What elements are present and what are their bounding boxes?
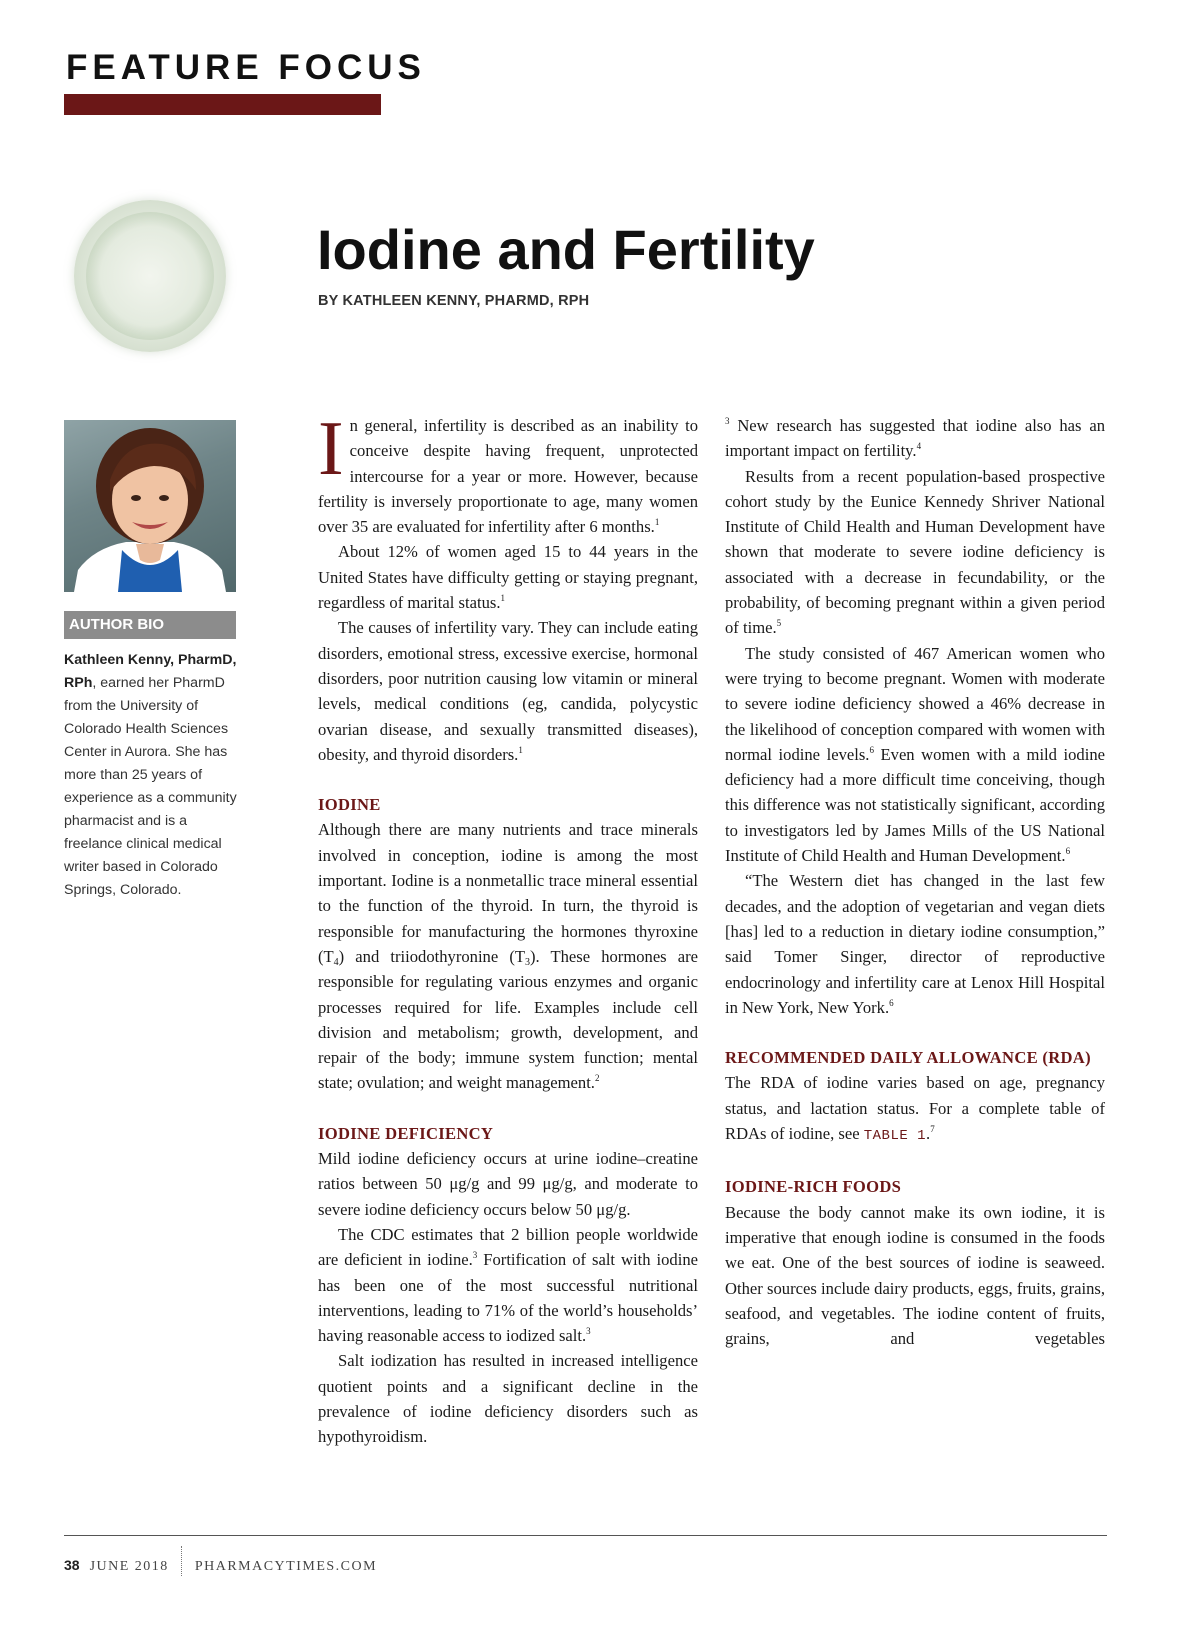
paragraph: Because the body cannot make its own iodine, it is imperative that enough iodine is consumed in the foods we eat. One of the best sources of iodine is seaweed. Other sources include dairy products, eggs, fruits, grains, seafood, and vegetables. The iodine content of fruits, grains, and vegetables <box>725 1202 1105 1349</box>
section-bar <box>64 94 381 115</box>
author-bio-label: AUTHOR BIO <box>64 611 236 639</box>
paragraph: The causes of infertility vary. They can include eating disorders, emotional stress, excessive exercise, hormonal disorders, poor nutrition causing low vitamin or mineral levels, medical conditions (eg, candida, polycystic ovarian disease, and sexually transmitted diseases), obesity, and thyroid disorders.$^1$ <box>318 618 698 764</box>
drop-cap: I <box>318 405 344 491</box>
issue-date: JUNE 2018 <box>89 1559 169 1575</box>
article-byline: BY KATHLEEN KENNY, PHARMD, RPH <box>318 293 590 309</box>
section-label: FEATURE FOCUS <box>66 48 426 87</box>
section-heading-rda: RECOMMENDED DAILY ALLOWANCE (RDA) <box>725 1048 1091 1068</box>
paragraph: “The Western diet has changed in the last few decades, and the adoption of vegetarian and vegan diets [has] led to a reduction in dietary iodine consumption,” said Tomer Singer, director of reproductive endocrinology and infertility care at Lenox Hill Hospital in New York, New York.$^6$ <box>725 871 1105 1017</box>
paragraph: Although there are many nutrients and trace minerals involved in conception, iodine is among the most important. Iodine is a nonmetallic trace mineral essential to the function of the thyroid. In turn, the thyroid is responsible for manufacturing the hormones thyroxine $(T_4)$ and triiodothyronine $(T_3)$. These hormones are responsible for regulating various enzymes and organic processes required for life. Examples include cell division and metabolism; growth, development, and repair of the body; immune system function; mental state; ovulation; and weight management.$^2$ <box>318 820 698 1093</box>
paragraph: Results from a recent population-based prospective cohort study by the Eunice Kennedy Shriver National Institute of Child Health and Human Development have shown that moderate to severe iodine deficiency is associated with a decrease in fecundability, or the probability, of becoming pregnant within a given period of time.$^5$ <box>725 466 1105 638</box>
section-heading-iodine-rich-foods: IODINE-RICH FOODS <box>725 1177 902 1197</box>
paragraph: The CDC estimates that 2 billion people worldwide are deficient in iodine.$^3$ Fortification of salt with iodine has been one of the most successful nutritional interventions, leading to 71% of the world’s households’ having reasonable access to iodized salt.$^3$ <box>318 1224 698 1346</box>
paragraph: Salt iodization has resulted in increased intelligence quotient points and a significant decline in the prevalence of iodine deficiency disorders such as hypothyroidism. <box>318 1351 698 1447</box>
paragraph: The RDA of iodine varies based on age, pregnancy status, and lactation status. For a complete table of RDAs of iodine, see TABLE 1.$^7$ <box>725 1073 1105 1145</box>
table-1-reference[interactable]: TABLE 1 <box>863 1128 927 1145</box>
paragraph: The study consisted of 467 American women who were trying to become pregnant. Women with moderate to severe iodine deficiency showed a 46% decrease in the likelihood of conception compared with women with normal iodine levels.$^6$ Even women with a mild iodine deficiency had a more difficult time conceiving, though this difference was not statistically significant, according to investigators led by James Mills of the US National Institute of Child Health and Human Development.$^6$ <box>725 643 1105 866</box>
paragraph-continued: $^3$ New research has suggested that iodine also has an important impact on fertility.$^4$ <box>725 416 1105 461</box>
footer-separator <box>181 1546 183 1576</box>
article-column-2 <box>725 413 1105 1351</box>
section-heading-iodine-deficiency: IODINE DEFICIENCY <box>318 1123 494 1143</box>
page-number: 38 <box>64 1557 80 1574</box>
author-bio-text <box>64 649 240 902</box>
page-footer <box>64 1552 377 1582</box>
website-link[interactable]: PHARMACYTIMES.COM <box>194 1559 378 1575</box>
author-photo <box>64 420 236 592</box>
author-name: Kathleen Kenny, PharmD, RPh <box>64 652 237 691</box>
author-bio-description: , earned her PharmD from the University of Colorado Health Sciences Center in Aurora. She has more than 25 years of experience as a community pharmacist and is a freelance clinical medical writer based in Colorado Springs, Colorado. <box>64 675 237 898</box>
paragraph: About 12% of women aged 15 to 44 years in the United States have difficulty getting or staying pregnant, regardless of marital status.$^1$ <box>318 542 698 613</box>
iodine-pill-image <box>74 200 226 352</box>
paragraph: In general, infertility is described as an inability to conceive despite having frequent, unprotected intercourse for a year or more. However, because fertility is inversely proportionate to age, many women over 35 are evaluated for infertility after 6 months.$^1$ <box>318 405 698 537</box>
article-title: Iodine and Fertility <box>317 218 815 281</box>
section-heading-iodine: IODINE <box>318 795 381 815</box>
article-column-1 <box>318 405 698 1450</box>
paragraph: Mild iodine deficiency occurs at urine iodine–creatine ratios between 50 μg/g and 99 μg/g, and moderate to severe iodine deficiency occurs below 50 μg/g. <box>318 1149 698 1219</box>
footer-rule <box>64 1535 1107 1536</box>
